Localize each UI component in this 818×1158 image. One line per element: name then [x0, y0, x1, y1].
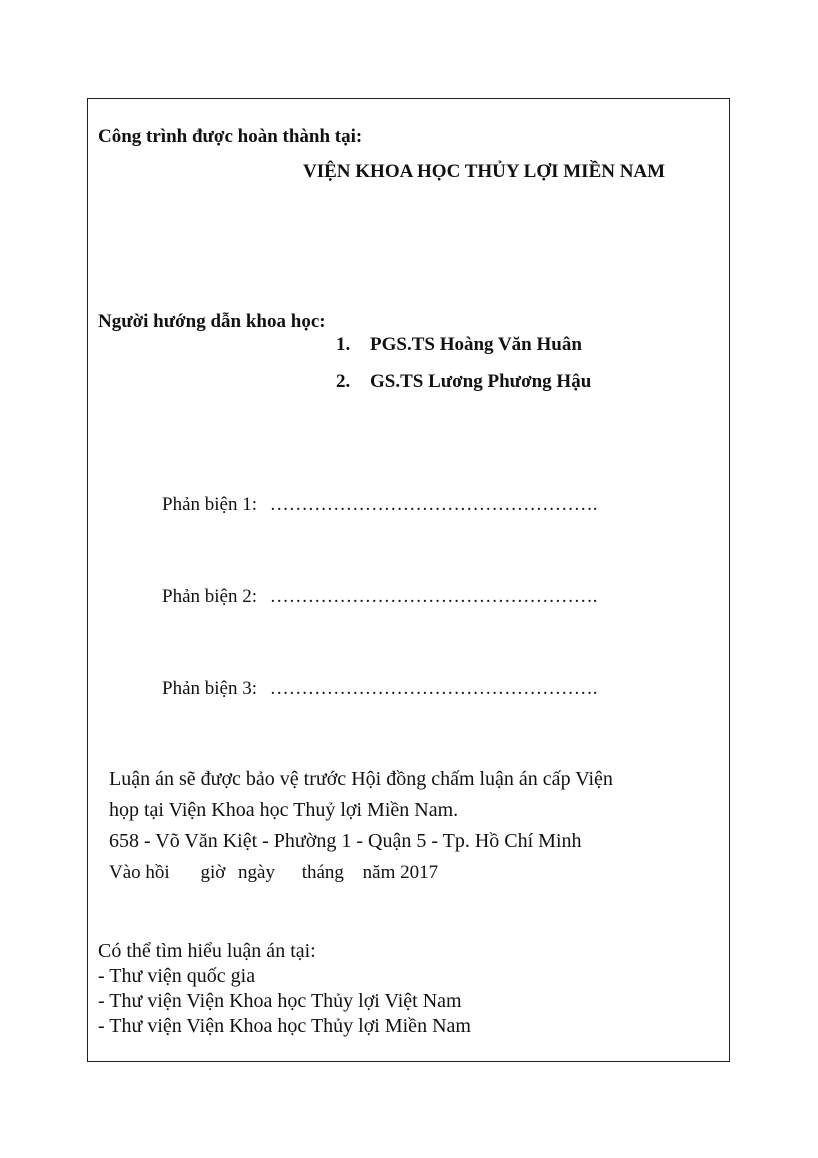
completed-at-label: Công trình được hoàn thành tại: — [98, 126, 363, 147]
defense-line-2: họp tại Viện Khoa học Thuỷ lợi Miền Nam. — [109, 799, 459, 821]
advisor-number: 1. — [336, 334, 351, 355]
time-at: Vào hồi — [109, 862, 170, 883]
reviewer-label: Phản biện 3: — [162, 678, 257, 699]
library-item: - Thư viện quốc gia — [98, 965, 256, 987]
library-heading: Có thể tìm hiểu luận án tại: — [98, 940, 316, 962]
reviewer-blank: ……………………………………………. — [269, 678, 598, 699]
defense-line-3: 658 - Võ Văn Kiệt - Phường 1 - Quận 5 - Tp. Hồ Chí Minh — [109, 830, 582, 852]
institute-name: VIỆN KHOA HỌC THỦY LỢI MIỀN NAM — [303, 161, 666, 182]
advisor-item — [336, 371, 591, 393]
advisors-label: Người hướng dẫn khoa học: — [98, 311, 326, 332]
reviewer-label: Phản biện 2: — [162, 586, 257, 607]
page-border — [87, 98, 730, 1062]
time-day: ngày — [238, 862, 275, 883]
defense-line-1: Luận án sẽ được bảo vệ trước Hội đồng chấm luận án cấp Viện — [109, 768, 613, 790]
defense-time — [109, 862, 438, 884]
advisor-number: 2. — [336, 371, 351, 392]
reviewer-line — [162, 678, 598, 700]
reviewer-line — [162, 586, 598, 608]
reviewer-label: Phản biện 1: — [162, 494, 257, 515]
time-hour: giờ — [200, 862, 226, 883]
advisor-item — [336, 334, 582, 356]
reviewer-blank: ……………………………………………. — [269, 586, 598, 607]
time-month: tháng — [301, 862, 344, 883]
library-item: - Thư viện Viện Khoa học Thủy lợi Việt Nam — [98, 990, 462, 1012]
advisor-name: PGS.TS Hoàng Văn Huân — [370, 334, 582, 355]
time-year: năm 2017 — [362, 862, 439, 883]
advisor-name: GS.TS Lương Phương Hậu — [370, 371, 592, 392]
reviewer-blank: ……………………………………………. — [269, 494, 598, 515]
reviewer-line — [162, 494, 598, 516]
library-item: - Thư viện Viện Khoa học Thủy lợi Miền Nam — [98, 1015, 471, 1037]
